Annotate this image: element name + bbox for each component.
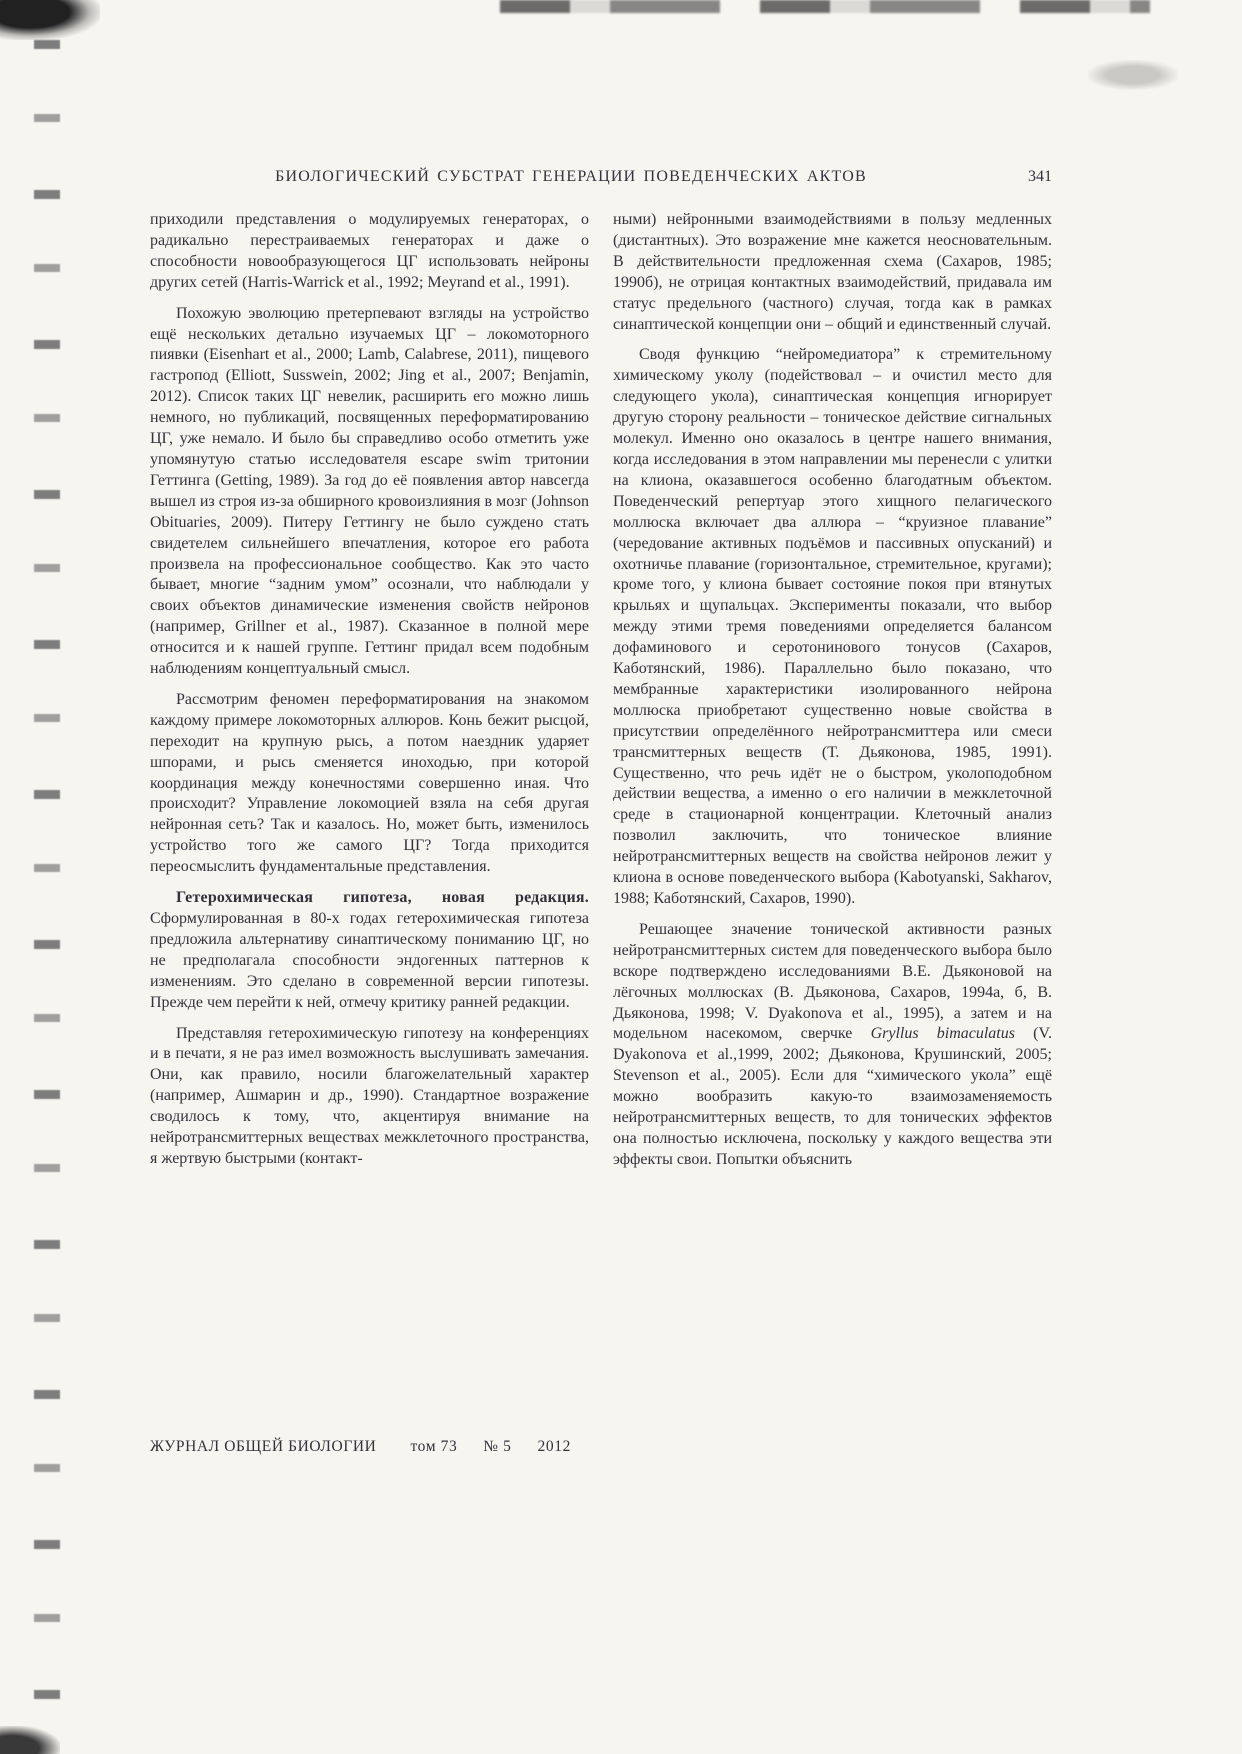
paragraph: Представляя гетерохимическую гипотезу на конференциях и в печати, я не раз имел возможность выслушивать замечания. Они, как правило, носили благожелательный характер (например, Ашмарин и др., 1990). Стандартное возражение сводилось к тому, что, акцентируя внимание на нейротрансмиттерных веществах межклеточного пространства, я жертвую быстрыми (контакт- [150,1024,589,1167]
journal-name: ЖУРНАЛ ОБЩЕЙ БИОЛОГИИ [150,1438,377,1455]
paragraph-text: Решающее значение тонической активности разных нейротрансмиттерных систем для поведенческого выбора было вскоре подтверждено исследованиями В.Е. Дьяконовой на лёгочных моллюсках (В. Дьяконова, Сахаров, 1994а, б, В. Дьяконова, 1998; V. Dyakonova et al., 1995), а затем и на модельном насекомом, сверчке [613,920,1052,1043]
journal-issue: № 5 [483,1438,512,1455]
running-header [150,168,1052,186]
paragraph [613,920,1052,1171]
paragraph-text: (V. Dyakonova et al.,1999, 2002; Дьяконова, Крушинский, 2005; Stevenson et al., 2005). Если для “химического укола” ещё можно вообразить какую-то взаимозаменяемость нейротрансмиттерных веществ, то для тонических эффектов она полностью исключена, поскольку у каждого вещества эти эффекты свои. Попытки объяснить [613,1025,1052,1168]
paragraph: Рассмотрим феномен переформатирования на знакомом каждому примере локомоторных аллюров. Конь бежит рысцой, переходит на крупную рысь, а потом наездник ударяет шпорами, и рысь сменяется иноходью, при которой координация между конечностями совершенно иная. Что происходит? Управление локомоцией взяла на себя другая нейронная сеть? Так и казалось. Но, может быть, изменилось устройство того же самого ЦГ? Тогда приходится переосмыслить фундаментальные представления. [150,690,589,876]
species-name: Gryllus bimaculatus [870,1025,1015,1043]
journal-volume: том 73 [410,1438,458,1455]
left-column [150,210,589,1181]
paragraph-continuation: приходили представления о модулируемых генераторах, о радикально перестраиваемых генераторах и даже о способности новообразующегося ЦГ использовать нейроны других сетей (Harris-Warrick et al., 1992; Meyrand et al., 1991). [150,211,589,291]
scan-artifact-left-edge [34,40,60,1730]
scan-artifact-top-left [0,0,100,40]
scan-artifact-bottom-left [0,1726,60,1754]
paragraph-text: Сформулированная в 80-х годах гетерохимическая гипотеза предложила альтернативу синаптическому пониманию ЦГ, но не предполагала способности эндогенных паттернов к изменениям. Это сделано в современной версии гипотезы. Прежде чем перейти к ней, отмечу критику ранней редакции. [150,910,589,1011]
journal-footer [150,1438,597,1456]
page-number: 341 [1028,168,1052,185]
journal-year: 2012 [537,1438,571,1455]
right-column [613,210,1052,1181]
paragraph: Похожую эволюцию претерпевают взгляды на устройство ещё нескольких детально изучаемых ЦГ – локомоторного пиявки (Eisenhart et al., 2000; Lamb, Calabrese, 2011), пищевого гастропод (Elliott, Susswein, 2002; Jing et al., 2007; Benjamin, 2012). Список таких ЦГ невелик, расширить его можно лишь немного, но публикаций, посвященных переформатированию ЦГ, уже немало. И было бы справедливо особо отметить уже упомянутую статью исследователя escape swim тритонии Геттинга (Getting, 1989). За год до её появления автор навсегда вышел из строя из-за обширного кровоизлияния в мозг (Johnson Obituaries, 2009). Питеру Геттингу не было суждено стать свидетелем сильнейшего впечатления, которое его работа произвела на профессиональное сообщество. Как это часто бывает, многие “задним умом” осознали, что наблюдали у своих объектов динамические изменения свойств нейронов (например, Grillner et al., 1987). Сказанное в полной мере относится и к нашей группе. Геттинг придал всем подобным наблюдениям концептуальный смысл. [150,304,589,678]
paragraph-with-heading [150,888,589,1013]
running-header-title: БИОЛОГИЧЕСКИЙ СУБСТРАТ ГЕНЕРАЦИИ ПОВЕДЕНЧЕСКИХ АКТОВ [275,168,867,185]
scan-artifact-right-smudge [1088,60,1178,90]
section-heading: Гетерохимическая гипотеза, новая редакция. [176,889,589,907]
paragraph: Сводя функцию “нейромедиатора” к стремительному химическому уколу (подействовал – и очистил место для следующего укола), синаптическая концепция игнорирует другую сторону реальности – тоническое действие сигнальных молекул. Именно оно оказалось в центре нашего внимания, когда исследования в этом направлении мы перенесли с улитки на клиона, оказавшегося особенно благодатным объектом. Поведенческий репертуар этого хищного пелагического моллюска включает два аллюра – “круизное плавание” (чередование активных подъёмов и пассивных опусканий) и охотничье плавание (горизонтальное, стремительное, кругами); кроме того, у клиона бывает состояние покоя при втянутых крыльях и щупальцах. Эксперименты показали, что выбор между этими тремя поведениями определяется балансом дофаминового и серотонинового тонусов (Сахаров, Каботянский, 1986). Параллельно было показано, что мембранные характеристики изолированного нейрона моллюска приобретают существенно новые свойства в присутствии определённого нейротрансмиттера или смеси трансмиттерных веществ (Т. Дьяконова, 1985, 1991). Существенно, что речь идёт не о быстром, уколоподобном действии вещества, а именно о его наличии в межклеточной среде в стационарной концентрации. Клеточный анализ позволил заключить, что тоническое влияние нейротрансмиттерных веществ на свойства нейронов лежит у клиона в основе поведенческого выбора (Kabotyanski, Sakharov, 1988; Каботянский, Сахаров, 1990). [613,346,1052,907]
article-body [150,210,1052,1181]
paragraph-continuation: ными) нейронными взаимодействиями в пользу медленных (дистантных). Это возражение мне кажется неосновательным. В действительности предложенная схема (Сахаров, 1985; 1990б), не отрицая контактных взаимодействий, придавала им статус предельного (частного) случая, тогда как в рамках синаптической концепции они – общий и единственный случай. [613,211,1052,333]
scan-artifact-top-edge [500,0,1150,13]
